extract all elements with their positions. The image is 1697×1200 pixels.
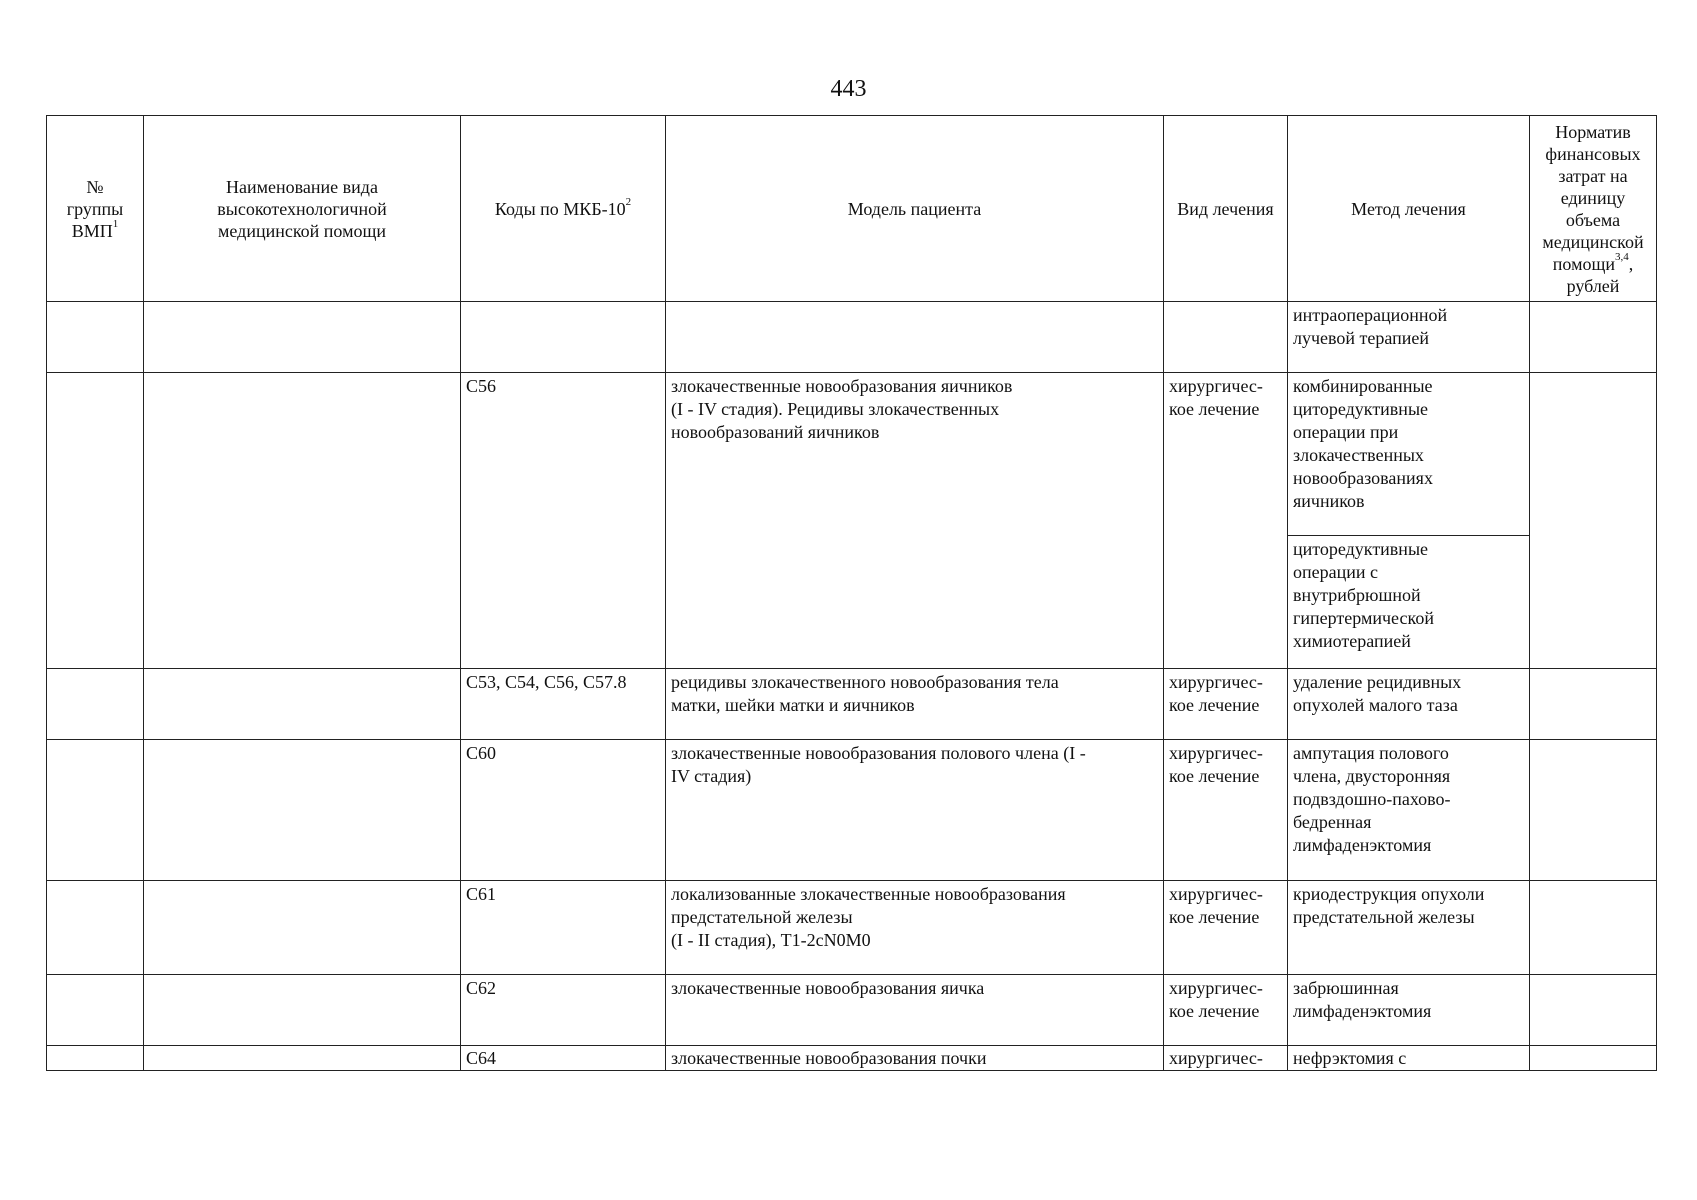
header-treatment-type: Вид лечения <box>1164 116 1288 302</box>
cell-codes: C60 <box>461 740 666 881</box>
cell-cost <box>1530 881 1657 975</box>
cell-cost <box>1530 373 1657 669</box>
cell-type: хирургичес- кое лечение <box>1164 669 1288 740</box>
cell-type: хирургичес- кое лечение <box>1164 975 1288 1046</box>
cell-group-no <box>47 373 144 669</box>
header-patient-model: Модель пациента <box>666 116 1164 302</box>
table-header-row <box>47 116 1657 302</box>
cell-codes <box>461 302 666 373</box>
cell-method: нефрэктомия с <box>1288 1046 1530 1071</box>
cell-vmp-name <box>144 881 461 975</box>
cell-codes: C53, C54, C56, C57.8 <box>461 669 666 740</box>
table-row <box>47 302 1657 373</box>
header-group-no: № группы ВМП$^1$ <box>47 116 144 302</box>
cell-method: забрюшинная лимфаденэктомия <box>1288 975 1530 1046</box>
header-icd-codes: Коды по МКБ-$10^2$ <box>461 116 666 302</box>
cell-codes: C61 <box>461 881 666 975</box>
cell-cost <box>1530 1046 1657 1071</box>
cell-model: злокачественные новообразования яичников (I - IV стадия). Рецидивы злокачественных новообразований яичников <box>666 373 1164 669</box>
vmp-table <box>46 115 1657 1071</box>
cell-vmp-name <box>144 373 461 669</box>
cell-group-no <box>47 740 144 881</box>
cell-vmp-name <box>144 740 461 881</box>
cell-codes: C62 <box>461 975 666 1046</box>
cell-method: криодеструкция опухоли предстательной железы <box>1288 881 1530 975</box>
table-row <box>47 373 1657 536</box>
cell-vmp-name <box>144 975 461 1046</box>
cell-model: рецидивы злокачественного новообразования тела матки, шейки матки и яичников <box>666 669 1164 740</box>
table-row <box>47 669 1657 740</box>
cell-group-no <box>47 975 144 1046</box>
cell-codes: C56 <box>461 373 666 669</box>
cell-vmp-name <box>144 1046 461 1071</box>
table-row <box>47 975 1657 1046</box>
header-treatment-method: Метод лечения <box>1288 116 1530 302</box>
header-vmp-name: Наименование вида высокотехнологичной медицинской помощи <box>144 116 461 302</box>
cell-type <box>1164 302 1288 373</box>
cell-codes: C64 <box>461 1046 666 1071</box>
cell-model: злокачественные новообразования полового члена (I - IV стадия) <box>666 740 1164 881</box>
cell-group-no <box>47 1046 144 1071</box>
cell-vmp-name <box>144 302 461 373</box>
cell-vmp-name <box>144 669 461 740</box>
cell-group-no <box>47 881 144 975</box>
cell-group-no <box>47 669 144 740</box>
cell-type: хирургичес- кое лечение <box>1164 881 1288 975</box>
table-row <box>47 1046 1657 1071</box>
cell-method: комбинированные циторедуктивные операции при злокачественных новообразованиях яичников <box>1288 373 1530 536</box>
cell-cost <box>1530 669 1657 740</box>
table-row <box>47 740 1657 881</box>
cell-type: хирургичес- <box>1164 1046 1288 1071</box>
table-row <box>47 881 1657 975</box>
cell-cost <box>1530 975 1657 1046</box>
cell-model <box>666 302 1164 373</box>
page-number: 443 <box>830 76 867 102</box>
cell-group-no <box>47 302 144 373</box>
cell-cost <box>1530 302 1657 373</box>
cell-method: интраоперационной лучевой терапией <box>1288 302 1530 373</box>
cell-type: хирургичес- кое лечение <box>1164 373 1288 669</box>
header-cost-norm: Норматив финансовых затрат на единицу объема медицинской помощи$^{3,4}$, рублей <box>1530 116 1657 302</box>
cell-model: локализованные злокачественные новообразования предстательной железы (I - II стадия), T1-2cN0M0 <box>666 881 1164 975</box>
cell-method: ампутация полового члена, двусторонняя подвздошно-пахово- бедренная лимфаденэктомия <box>1288 740 1530 881</box>
cell-model: злокачественные новообразования почки <box>666 1046 1164 1071</box>
cell-type: хирургичес- кое лечение <box>1164 740 1288 881</box>
cell-method: циторедуктивные операции с внутрибрюшной гипертермической химиотерапией <box>1288 536 1530 669</box>
cell-method: удаление рецидивных опухолей малого таза <box>1288 669 1530 740</box>
cell-model: злокачественные новообразования яичка <box>666 975 1164 1046</box>
cell-cost <box>1530 740 1657 881</box>
